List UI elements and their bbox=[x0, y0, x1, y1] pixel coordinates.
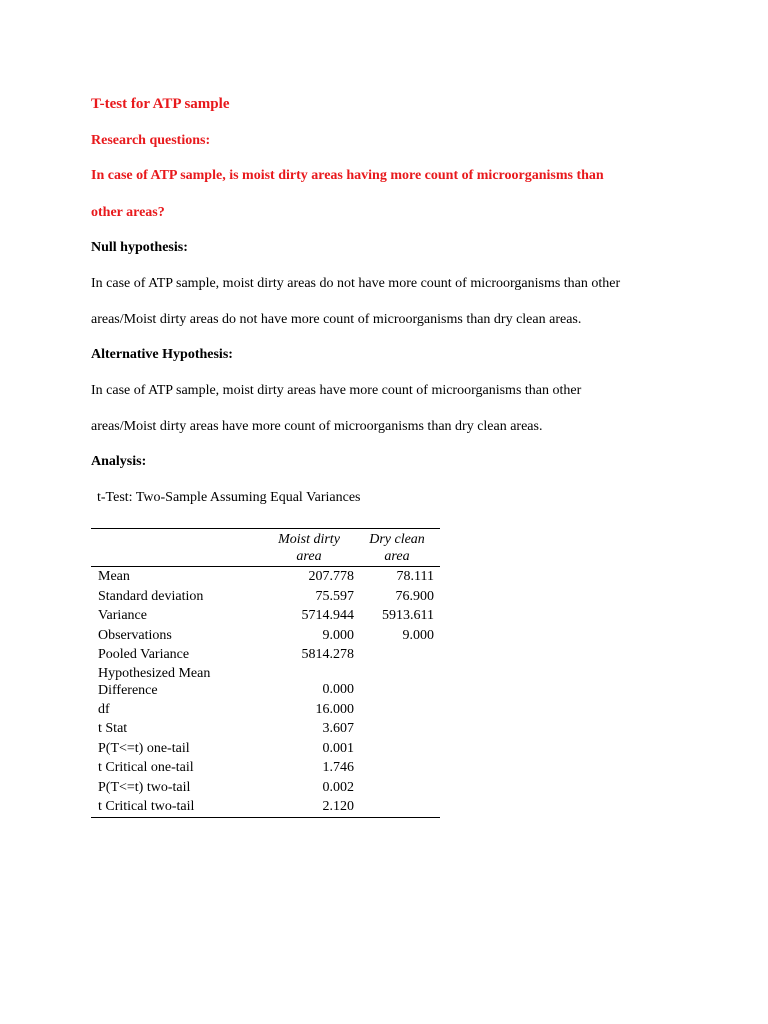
ttest-header-blank bbox=[91, 529, 264, 567]
ttest-row-label: t Critical two-tail bbox=[91, 797, 264, 817]
research-question-line-2: other areas? bbox=[91, 205, 165, 220]
research-questions-heading: Research questions: bbox=[91, 133, 211, 148]
ttest-row-value-moist: 16.000 bbox=[315, 701, 354, 717]
ttest-row bbox=[91, 606, 440, 626]
analysis-heading: Analysis: bbox=[91, 454, 147, 469]
ttest-row-label bbox=[91, 665, 264, 700]
document-title: T-test for ATP sample bbox=[91, 96, 230, 112]
ttest-row-label: Variance bbox=[98, 608, 147, 623]
ttest-header-dry-clean bbox=[354, 529, 440, 567]
ttest-row-label: t Stat bbox=[98, 721, 128, 736]
ttest-row-value-moist: 5714.944 bbox=[301, 608, 354, 623]
research-question-line-1: In case of ATP sample, is moist dirty areas having more count of microorganisms than bbox=[91, 168, 604, 183]
ttest-row-value-dry bbox=[354, 665, 440, 700]
null-hypothesis-line-2: areas/Moist dirty areas do not have more count of microorganisms than dry clean areas. bbox=[91, 312, 582, 327]
ttest-row bbox=[91, 700, 440, 720]
alternative-hypothesis-heading: Alternative Hypothesis: bbox=[91, 347, 233, 362]
ttest-row-value-dry bbox=[354, 645, 440, 665]
ttest-row-value-dry bbox=[354, 739, 440, 759]
ttest-row-label: Mean bbox=[98, 569, 130, 584]
ttest-row bbox=[91, 567, 440, 587]
ttest-row-value-dry: 76.900 bbox=[395, 588, 434, 604]
alternative-hypothesis-line-2: areas/Moist dirty areas have more count of microorganisms than dry clean areas. bbox=[91, 419, 543, 434]
ttest-caption: t-Test: Two-Sample Assuming Equal Variances bbox=[97, 490, 361, 505]
null-hypothesis-line-1: In case of ATP sample, moist dirty areas do not have more count of microorganisms than other bbox=[91, 276, 621, 291]
ttest-row-value-moist: 1.746 bbox=[322, 760, 354, 775]
ttest-row-label: df bbox=[98, 701, 110, 717]
ttest-row-label: P(T<=t) one-tail bbox=[98, 740, 190, 756]
ttest-row bbox=[91, 626, 440, 646]
ttest-row bbox=[91, 758, 440, 778]
ttest-row-label: Observations bbox=[98, 627, 172, 643]
null-hypothesis-heading: Null hypothesis: bbox=[91, 240, 188, 255]
ttest-row bbox=[91, 778, 440, 798]
ttest-header-moist-dirty-line-2: area bbox=[296, 549, 322, 564]
ttest-header-moist-dirty bbox=[264, 529, 354, 567]
ttest-row-label: Standard deviation bbox=[98, 588, 204, 604]
ttest-row-value-dry: 5913.611 bbox=[382, 608, 434, 623]
ttest-row bbox=[91, 739, 440, 759]
ttest-header-row bbox=[91, 529, 440, 567]
ttest-row-value-dry: 78.111 bbox=[396, 569, 434, 584]
ttest-row-value-moist: 2.120 bbox=[264, 797, 354, 817]
ttest-row-value-moist: 3.607 bbox=[322, 721, 354, 736]
ttest-row-value-dry bbox=[354, 778, 440, 798]
ttest-row-value-moist: 0.001 bbox=[322, 740, 354, 756]
ttest-row-label: Pooled Variance bbox=[98, 647, 190, 662]
ttest-row-label-line-2: Difference bbox=[98, 683, 158, 698]
ttest-header-dry-clean-line-2: area bbox=[384, 549, 410, 564]
ttest-row bbox=[91, 719, 440, 739]
ttest-row-value-moist: 75.597 bbox=[315, 588, 354, 604]
ttest-row-label: P(T<=t) two-tail bbox=[98, 779, 191, 795]
ttest-row bbox=[91, 797, 440, 817]
ttest-row-value-dry: 9.000 bbox=[402, 627, 434, 643]
ttest-row-value-moist: 207.778 bbox=[308, 569, 354, 584]
ttest-row-value-dry bbox=[354, 758, 440, 778]
ttest-header-moist-dirty-line-1: Moist dirty bbox=[278, 532, 340, 547]
ttest-row-value-dry bbox=[354, 719, 440, 739]
ttest-row bbox=[91, 587, 440, 607]
ttest-table bbox=[91, 528, 440, 818]
ttest-row bbox=[91, 665, 440, 700]
ttest-row-label: t Critical one-tail bbox=[98, 760, 194, 775]
ttest-row-value-moist: 5814.278 bbox=[301, 647, 354, 662]
ttest-row-value-moist: 9.000 bbox=[322, 627, 354, 643]
ttest-row-value-dry bbox=[354, 797, 440, 817]
ttest-row-value-moist: 0.002 bbox=[322, 779, 354, 795]
ttest-row-label-line-1: Hypothesized Mean bbox=[98, 665, 211, 681]
ttest-row-value-dry bbox=[354, 700, 440, 720]
ttest-row bbox=[91, 645, 440, 665]
alternative-hypothesis-line-1: In case of ATP sample, moist dirty areas have more count of microorganisms than other bbox=[91, 383, 582, 398]
ttest-row-value-moist: 0.000 bbox=[322, 682, 354, 697]
ttest-header-dry-clean-line-1: Dry clean bbox=[369, 532, 425, 547]
